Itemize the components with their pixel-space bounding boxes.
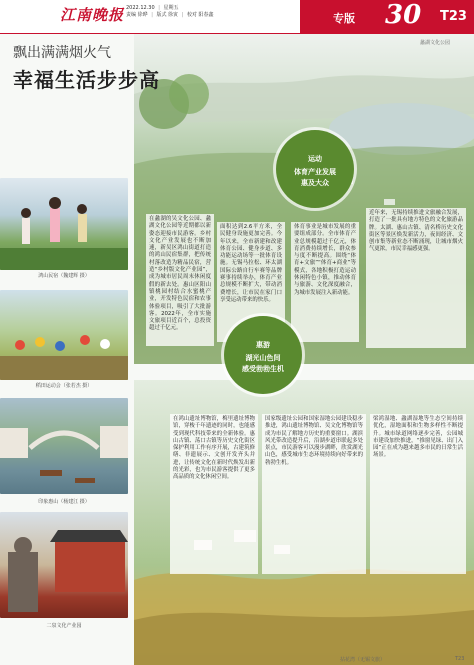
text-column-g: 梁鸿湿地、蠡湖湿地等生态空间持续优化，湿地面积和生物多样性不断提升。城市绿道网络逐步完善，公园城市建设加快推进，“推窗见绿、出门入园”正在成为越来越多市民的日常生活场景。 [370,414,466,574]
tourism-section-badge [224,316,302,394]
masthead [0,0,474,34]
canal-scene [0,398,128,494]
issue-date: 2022.12.30 [126,5,155,11]
newspaper-logo: 江南晚报 [60,6,125,24]
badge-2-line3: 感受勃勃生机 [242,365,284,373]
top-photo-caption: 蠡湖文化公园 [420,40,451,46]
badge-1-line2: 体育产业发展 [294,168,336,176]
section-label: 专版 [333,12,355,25]
canal-town-photo [0,398,128,494]
issue-meta: 2022.12.30 | 星期五 责编 徐晔 | 版式 徐寅 | 校对 阳春鑫 [126,5,214,18]
anniversary-logo: 30 [385,0,422,30]
editor-credit: 责编 徐晔 [126,12,148,18]
text-column-a: 在蠡湖的吴文化公园、蠡湖文化公园等近期都以新姿态迎接市民游客。乡村文化产业发展也不断加速，新吴区鸿山街道打造的鸿山民宿集群，把传统村落改造为精品民宿，营造“乡村版文化产业园”，成为城市居民周末休闲度假的新去处。惠山区阳山镇桃园村结合水蜜桃产业，开发特色民宿和农事体验项目，吸引了大批游客。2022年，全市实施文旅项目近百个，总投资超过千亿元。 [146,214,214,346]
field-figures [0,290,128,380]
issue-weekday: 星期五 [163,5,179,11]
text-column-e: 近年来，无锡持续推进文旅融合发展，打造了一批具有地方特色的文化旅游品牌。太湖、惠山古镇、清名桥历史文化街区等景区焕发新活力，夜间经济、文创市集等新业态不断涌现，让城市烟火气更浓，市民幸福感更强。 [366,208,466,348]
photo-caption-3: 印象惠山（杨建江 摄） [38,499,90,505]
photo-caption-4: 二泉文化产业园 [46,623,82,629]
text-column-d: 国家级遗址公园和国家湿地公园建设稳步推进，鸿山遗址博物馆、吴文化博物馆等成为市民了解地方历史的重要窗口。湖滨风光带改造提升后，沿湖步道串联起多处景点，市民游客可以漫步湖畔，欣赏湖光山色，感受城市生态环境持续向好带来的勃勃生机。 [262,414,366,574]
text-column-c: 体育事业是城市发展的重要组成部分。全市体育产业总规模超过千亿元，体育消费持续增长，群众参与度不断提高。围绕“体育+文旅”“体育+商业”等模式，各地积极打造运动休闲特色小镇，推动体育与旅游、文化深度融合，为城市发展注入新动能。 [291,222,359,342]
proof-credit: 校对 阳春鑫 [186,12,214,18]
text-column-b: 面积达到2.6平方米，全民健身设施更加完善。今年以来，全市新建和改建体育公园、健身步道、多功能运动场等一批体育设施。无锡马拉松、环太湖国际公路自行车赛等品牌赛事持续举办，体育产业总规模不断扩大，带动消费增长，让市民在家门口享受运动带来的快乐。 [217,222,285,342]
cultural-park-photo [0,512,128,618]
sports-section-badge [276,130,354,208]
badge-1-tag: 运动 [308,155,322,163]
photo-caption-2: 稻田运动会（张若杰 摄） [35,383,93,389]
rice-field-sports-photo [0,290,128,380]
badge-2-tag: 惠游 [256,341,270,349]
design-credit: 版式 徐寅 [156,12,179,18]
family-walk-photo [0,178,128,270]
badge-2-line2: 湖光山色间 [245,354,281,362]
family-figures [0,178,128,270]
page-number: T23 [440,9,467,24]
article-subtitle: 飘出满满烟火气 [13,45,111,61]
footer-photo-credit: 拈花湾（无锡文旅） [340,657,386,663]
article-title: 幸福生活步步高 [13,68,160,92]
text-column-f: 在鸿山遗址博物馆，梅里遗址博物馆，穿梭千年遗迹的同时，也能感受到现代科技带来的全新体验。惠山古镇、荡口古镇等历史文化街区保护利用工作有序开展，古建筑修缮、非遗展示、文创开发齐头并进，让传统文化在新时代焕发出新的光彩，也为市民游客提供了更多高品质的文化休闲空间。 [170,414,258,574]
footer-page-number: T23 [455,656,465,662]
badge-1-line3: 惠及大众 [301,179,329,187]
cultural-park-scene [0,512,128,618]
photo-caption-1: 鸿山民宿（魏建辉 摄） [38,273,90,279]
